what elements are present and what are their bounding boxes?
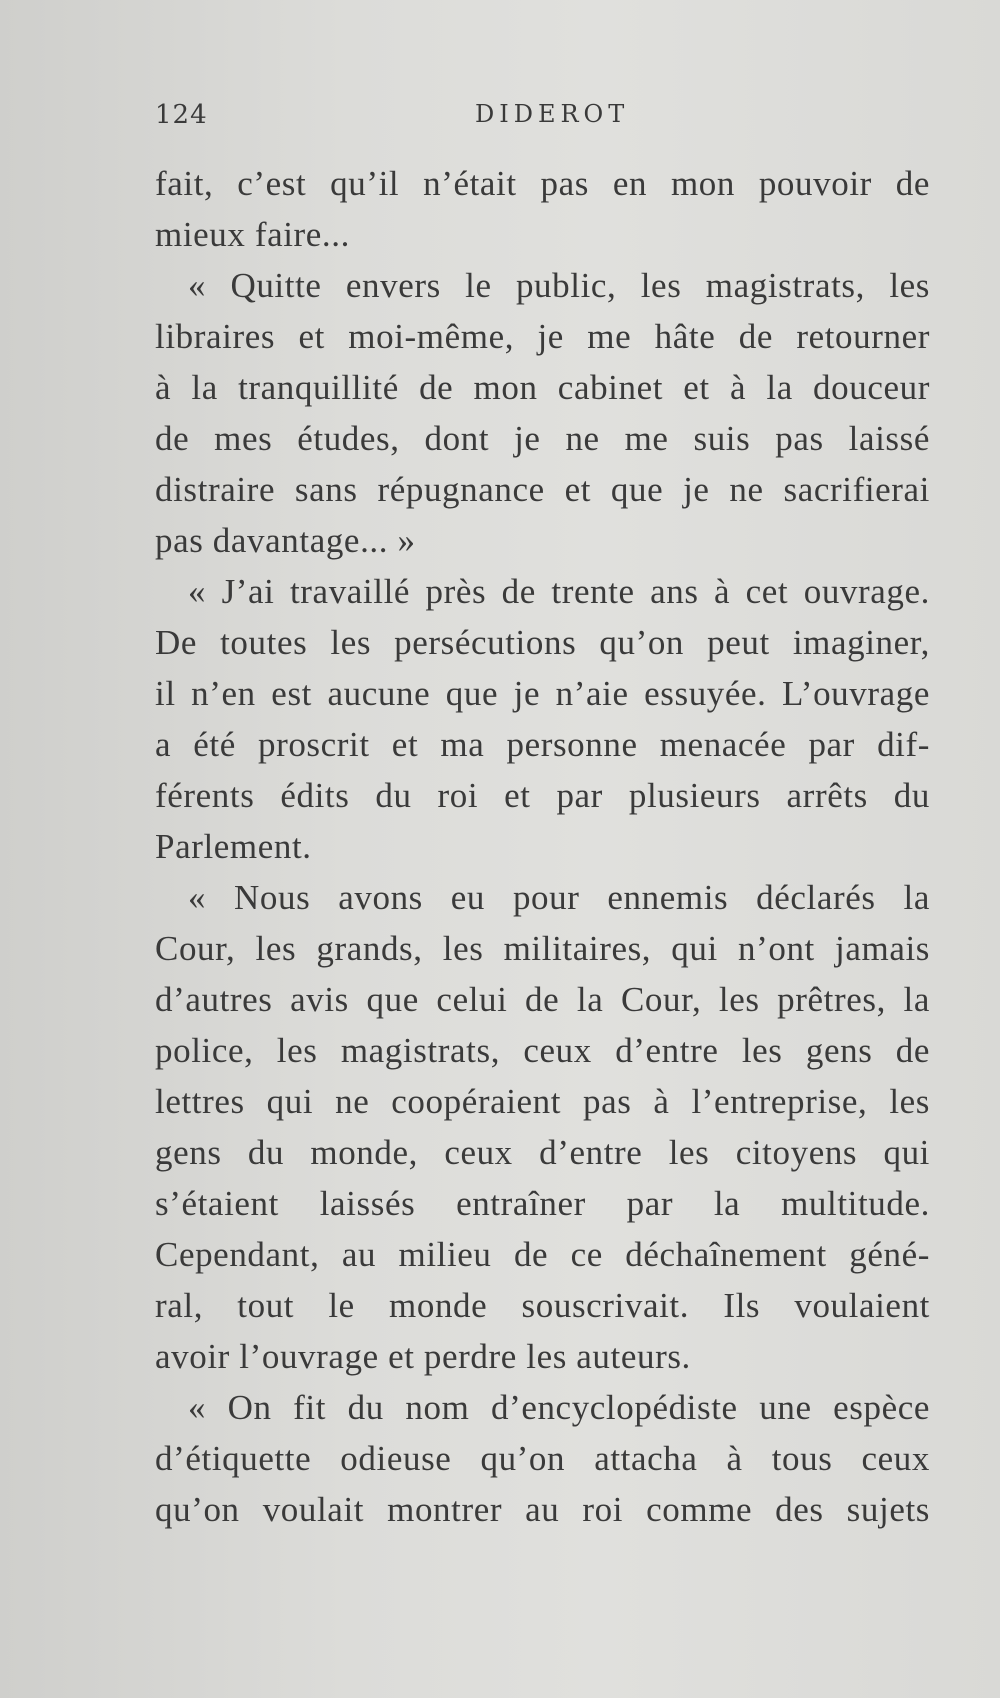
text-line: de mes études, dont je ne me suis pas laissé: [155, 419, 930, 458]
text-line: « Quitte envers le public, les magistrats, les: [188, 266, 930, 305]
text-line: gens du monde, ceux d’entre les citoyens qui: [155, 1133, 930, 1172]
text-line: mieux faire...: [155, 215, 350, 254]
text-line: Cependant, au milieu de ce déchaînement géné-: [155, 1235, 930, 1274]
text-line: avoir l’ouvrage et perdre les auteurs.: [155, 1337, 691, 1376]
text-line: d’étiquette odieuse qu’on attacha à tous ceux: [155, 1439, 930, 1478]
text-line: Cour, les grands, les militaires, qui n’ont jamais: [155, 929, 930, 968]
text-line: distraire sans répugnance et que je ne sacrifierai: [155, 470, 930, 509]
running-title: DIDEROT: [475, 100, 630, 128]
text-line: a été proscrit et ma personne menacée par dif-: [155, 725, 930, 764]
text-line: « On fit du nom d’encyclopédiste une espèce: [188, 1388, 930, 1427]
text-line: férents édits du roi et par plusieurs arrêts du: [155, 776, 930, 815]
text-line: « J’ai travaillé près de trente ans à cet ouvrage.: [188, 572, 930, 611]
text-line: Parlement.: [155, 827, 312, 866]
running-head: [155, 100, 935, 140]
text-line: De toutes les persécutions qu’on peut imaginer,: [155, 623, 930, 662]
text-line: libraires et moi-même, je me hâte de retourner: [155, 317, 930, 356]
text-line: fait, c’est qu’il n’était pas en mon pouvoir de: [155, 164, 930, 203]
text-line: s’étaient laissés entraîner par la multitude.: [155, 1184, 930, 1223]
text-line: lettres qui ne coopéraient pas à l’entreprise, les: [155, 1082, 930, 1121]
body-text: [155, 158, 930, 1535]
text-line: ral, tout le monde souscrivait. Ils voulaient: [155, 1286, 930, 1325]
text-line: d’autres avis que celui de la Cour, les prêtres, la: [155, 980, 930, 1019]
text-line: à la tranquillité de mon cabinet et à la douceur: [155, 368, 930, 407]
text-line: police, les magistrats, ceux d’entre les gens de: [155, 1031, 930, 1070]
text-line: il n’en est aucune que je n’aie essuyée. L’ouvrage: [155, 674, 930, 713]
text-line: pas davantage... »: [155, 521, 416, 560]
text-line: qu’on voulait montrer au roi comme des sujets: [155, 1490, 930, 1529]
page-number: 124: [155, 100, 208, 130]
text-line: « Nous avons eu pour ennemis déclarés la: [188, 878, 930, 917]
